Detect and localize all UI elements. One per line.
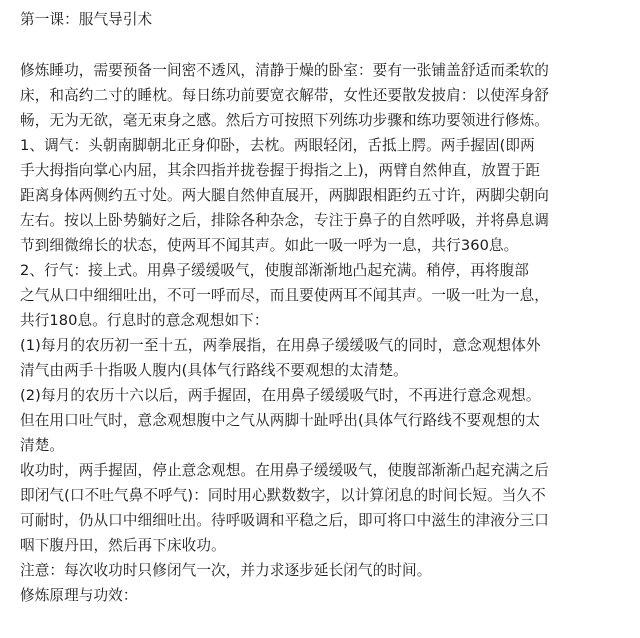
paragraph-line: 清楚。 xyxy=(20,437,65,454)
paragraph-line: 可耐时，仍从口中细细吐出。待呼吸调和平稳之后，即可将口中滋生的津液分三口 xyxy=(20,512,549,529)
paragraph-line: 即闭气(口不吐气鼻不呼气)：同时用心默数数字，以计算闭息的时间长短。当久不 xyxy=(20,487,546,504)
paragraph-line: 收功时，两手握固，停止意念观想。在用鼻子缓缓吸气，使腹部渐渐凸起充满之后 xyxy=(20,462,549,479)
paragraph-line: 床，和高约二寸的睡枕。每日练功前要宽衣解带，女性还要散发披肩：以使浑身舒 xyxy=(20,87,549,104)
paragraph-line: (1)每月的农历初一至十五，两拳展指，在用鼻子缓缓吸气的同时，意念观想体外 xyxy=(20,337,541,354)
paragraph-line: 清气由两手十指吸人腹内(具体气行路线不要观想的太清楚。 xyxy=(20,362,408,379)
paragraph-line: 畅，无为无欲，毫无束身之感。然后方可按照下列练功步骤和练功要领进行修炼。 xyxy=(20,112,549,129)
paragraph-line: 1、调气：头朝南脚朝北正身仰卧，去枕。两眼轻闭，舌抵上腭。两手握固(即两 xyxy=(20,137,535,154)
paragraph-line: 节到细微绵长的状态，使两耳不闻其声。如此一吸一呼为一息，共行360息。 xyxy=(20,237,519,254)
paragraph-line: (2)每月的农历十六以后，两手握固，在用鼻子缓缓吸气时，不再进行意念观想。 xyxy=(20,387,541,404)
paragraph-line: 手大拇指向掌心内屈，其余四指并拢卷握于拇指之上)，两臂自然伸直，放置于距 xyxy=(20,162,541,179)
paragraph-line: 之气从口中细细吐出，不可一呼而尽，而且要使两耳不闻其声。一吸一吐为一息， xyxy=(20,287,549,304)
paragraph-line: 共行180息。行息时的意念观想如下： xyxy=(20,312,269,329)
document-title: 第一课：服气导引术 xyxy=(20,11,153,28)
paragraph-line: 咽下腹丹田，然后再下床收功。 xyxy=(20,537,226,554)
paragraph-line: 2、行气：接上式。用鼻子缓缓吸气，使腹部渐渐地凸起充满。稍停，再将腹部 xyxy=(20,262,529,279)
paragraph-line: 左右。按以上卧势躺好之后，排除各种杂念，专注于鼻子的自然呼吸，并将鼻息调 xyxy=(20,212,549,229)
paragraph-line: 但在用口吐气时，意念观想腹中之气从两脚十趾呼出(具体气行路线不要观想的太 xyxy=(20,412,541,429)
paragraph-line: 修炼睡功，需要预备一间密不透风，清静于燥的卧室：要有一张铺盖舒适而柔软的 xyxy=(20,62,549,79)
paragraph-line: 修炼原理与功效： xyxy=(20,587,138,604)
paragraph-line: 注意：每次收功时只修闭气一次，并力求逐步延长闭气的时间。 xyxy=(20,562,432,579)
paragraph-line: 距离身体两侧约五寸处。两大腿自然伸直展开，两脚跟相距约五寸许，两脚尖朝向 xyxy=(20,187,549,204)
